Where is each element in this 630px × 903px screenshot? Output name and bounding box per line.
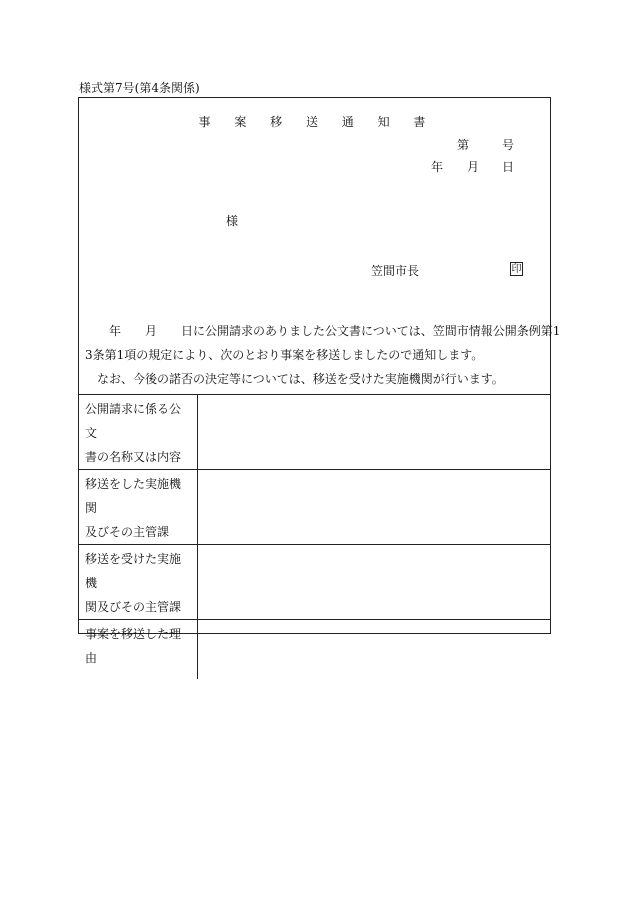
notice-form (78, 97, 561, 665)
row-value-cell[interactable] (197, 395, 550, 470)
table-row (79, 470, 550, 545)
date-month: 月 (467, 160, 480, 174)
form-number-label: 様式第7号(第4条関係) (79, 81, 200, 95)
addressee-suffix: 様 (226, 214, 239, 228)
row-label-line: 移送をした実施機関 (85, 477, 182, 515)
row-label-line: 事案を移送した理由 (85, 627, 182, 665)
seal-stamp: 印 (511, 264, 522, 275)
row-label (79, 470, 197, 545)
notice-body (79, 319, 561, 391)
body-line-3: なお、今後の諾否の決定等については、移送を受けた実施機関が行います。 (85, 372, 504, 386)
row-value-cell[interactable] (197, 620, 550, 680)
document-title: 事 案 移 送 通 知 書 (198, 115, 436, 129)
row-label-line: 関及びその主管課 (85, 600, 182, 614)
table-row (79, 395, 550, 470)
table-row (79, 545, 550, 620)
body-line-1: 年 月 日に公開請求のありました公文書については、笠間市情報公開条例第1 (97, 324, 561, 338)
row-label (79, 545, 197, 620)
number-go: 号 (502, 138, 515, 152)
sender-title: 笠間市長 (371, 264, 420, 278)
row-label (79, 620, 197, 680)
row-label (79, 395, 197, 470)
row-label-line: 書の名称又は内容 (85, 450, 182, 464)
row-label-line: 公開請求に係る公文 (85, 402, 182, 440)
table-row (79, 620, 550, 680)
number-dai: 第 (457, 138, 470, 152)
body-line-2: 3条第1項の規定により、次のとおり事案を移送しましたので通知します。 (85, 348, 484, 362)
row-label-line: 移送を受けた実施機 (85, 552, 182, 590)
date-year: 年 (431, 160, 444, 174)
row-value-cell[interactable] (197, 545, 550, 620)
date-day: 日 (502, 160, 515, 174)
transfer-info-table (79, 394, 550, 679)
row-value-cell[interactable] (197, 470, 550, 545)
row-label-line: 及びその主管課 (85, 525, 170, 539)
